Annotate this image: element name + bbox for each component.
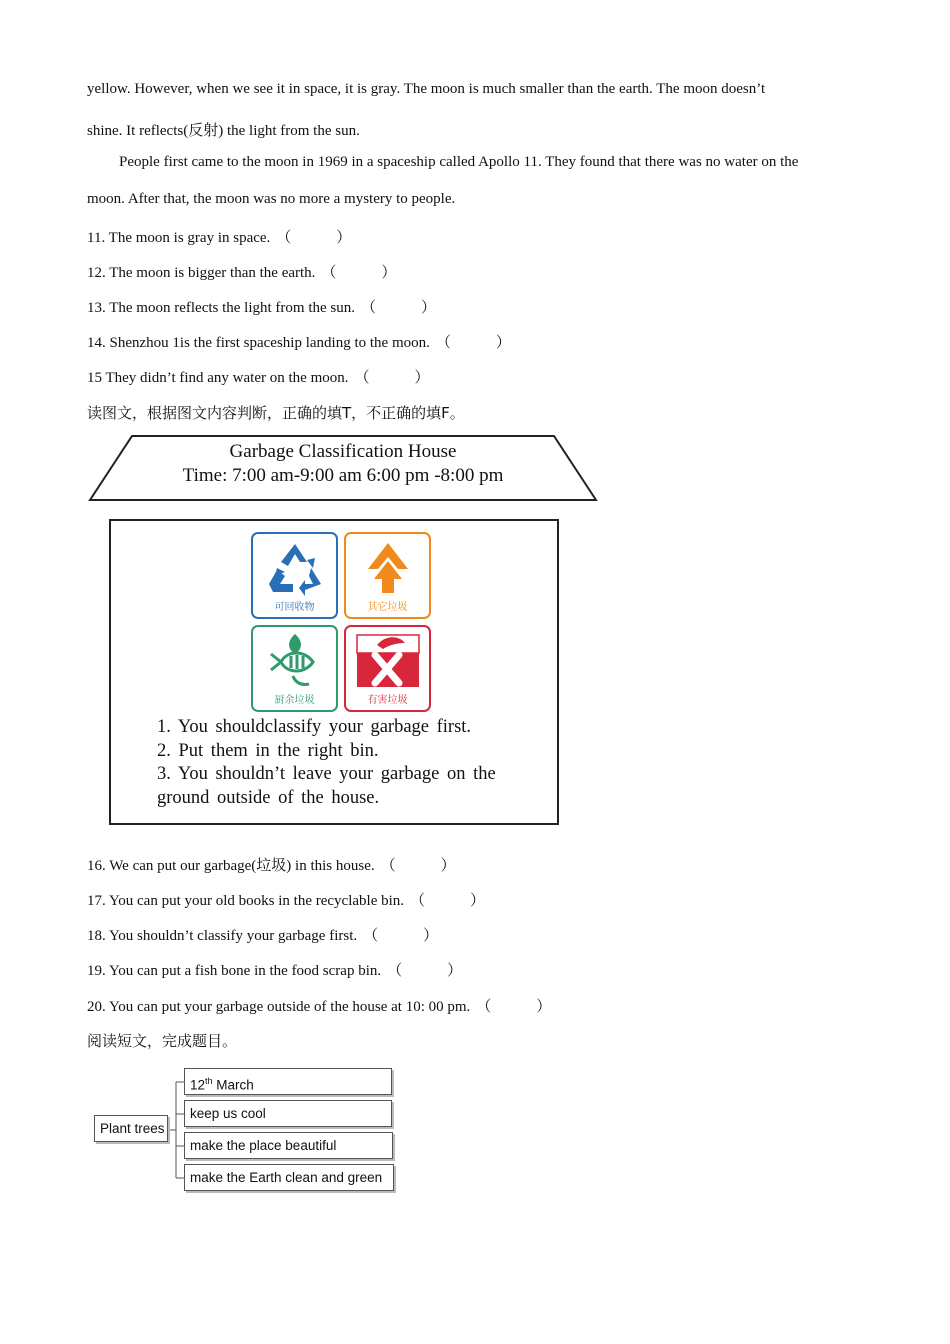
question-20: 20. You can put your garbage outside of the house at 10: 00 pm. （ ） bbox=[87, 995, 551, 1016]
mindmap-branch: keep us cool bbox=[184, 1100, 392, 1127]
answer-bracket[interactable]: （ ） bbox=[321, 265, 397, 281]
rule-line: 2. Put them in the right bin. bbox=[157, 740, 379, 761]
garbage-house-time: Time: 7:00 am-9:00 am 6:00 pm -8:00 pm bbox=[182, 465, 504, 486]
question-16: 16. We can put our garbage(垃圾) in this house. （ ） bbox=[87, 854, 456, 875]
answer-bracket[interactable]: （ ） bbox=[380, 858, 456, 874]
answer-bracket[interactable]: （ ） bbox=[363, 928, 439, 944]
mindmap-date: 12th March bbox=[184, 1068, 392, 1095]
bin-label: 其它垃圾 bbox=[367, 602, 408, 613]
rule-line: 3. You shouldn’t leave your garbage on the bbox=[157, 764, 496, 784]
question-19: 19. You can put a fish bone in the food scrap bin. （ ） bbox=[87, 959, 462, 980]
answer-bracket[interactable]: （ ） bbox=[354, 370, 430, 386]
hazardous-bin bbox=[344, 625, 431, 712]
question-18: 18. You shouldn’t classify your garbage first. （ ） bbox=[87, 924, 438, 945]
instruction-true-false: 读图文，根据图文内容判断，正确的填T，不正确的填F。 bbox=[87, 404, 465, 422]
question-17: 17. You can put your old books in the recyclable bin. （ ） bbox=[87, 889, 485, 910]
garbage-house-header bbox=[88, 440, 598, 488]
question-13: 13. The moon reflects the light from the sun. （ ） bbox=[87, 296, 436, 317]
garbage-rules bbox=[157, 716, 537, 810]
mindmap-root: Plant trees bbox=[94, 1115, 168, 1142]
food-waste-icon bbox=[265, 632, 325, 690]
hazardous-icon bbox=[355, 633, 421, 689]
question-11: 11. The moon is gray in space. （ ） bbox=[87, 226, 351, 247]
bin-label: 可回收物 bbox=[274, 602, 315, 613]
rule-line: 1. You shouldclassify your garbage first. bbox=[157, 717, 472, 737]
passage-line-2: shine. It reflects(反射) the light from the sun. bbox=[87, 123, 360, 139]
passage-line-4: moon. After that, the moon was no more a mystery to people. bbox=[87, 191, 456, 207]
answer-bracket[interactable]: （ ） bbox=[387, 963, 463, 979]
question-15: 15 They didn’t find any water on the moon. （ ） bbox=[87, 366, 430, 387]
bin-label: 厨余垃圾 bbox=[274, 695, 315, 706]
answer-bracket[interactable]: （ ） bbox=[410, 893, 486, 909]
answer-bracket[interactable]: （ ） bbox=[276, 230, 352, 246]
recyclable-bin bbox=[251, 532, 338, 619]
passage-line-1: yellow. However, when we see it in space, it is gray. The moon is much smaller than the earth. The moon doesn’t bbox=[87, 81, 766, 97]
instruction-reading: 阅读短文，完成题目。 bbox=[87, 1032, 238, 1050]
answer-bracket[interactable]: （ ） bbox=[476, 999, 552, 1015]
bin-label: 有害垃圾 bbox=[367, 695, 408, 706]
food-waste-bin bbox=[251, 625, 338, 712]
question-14: 14. Shenzhou 1is the first spaceship landing to the moon. （ ） bbox=[87, 331, 511, 352]
mindmap-branch: make the place beautiful bbox=[184, 1132, 393, 1159]
recycle-icon bbox=[265, 540, 325, 596]
other-waste-icon bbox=[358, 539, 418, 597]
garbage-house-title: Garbage Classification House bbox=[229, 441, 457, 462]
question-12: 12. The moon is bigger than the earth. （ ） bbox=[87, 261, 396, 282]
rule-line: ground outside of the house. bbox=[157, 787, 380, 808]
other-waste-bin bbox=[344, 532, 431, 619]
mindmap-branch: make the Earth clean and green bbox=[184, 1164, 394, 1191]
answer-bracket[interactable]: （ ） bbox=[435, 335, 511, 351]
answer-bracket[interactable]: （ ） bbox=[361, 300, 437, 316]
passage-line-3: People first came to the moon in 1969 in a spaceship called Apollo 11. They found that there was no water on the bbox=[119, 154, 799, 170]
